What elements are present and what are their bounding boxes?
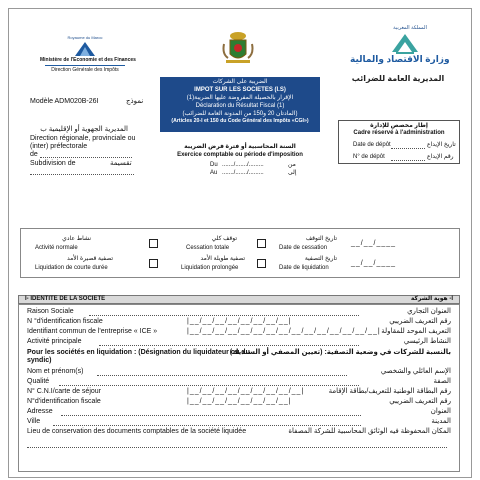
activite-principale-field[interactable] bbox=[99, 345, 359, 346]
liq-qualite-ar: الصفة bbox=[433, 378, 451, 385]
title-line5-ar: (المادتان 20 و150 من المدونة العامة للضرائب) bbox=[182, 111, 298, 117]
liq-cni-digits[interactable]: |__/__/__/__/__/__/__/__/__| bbox=[187, 388, 305, 395]
ice-ar: التعريف الموحد للمقاولة bbox=[381, 328, 451, 335]
liq-adresse-ar: العنوان bbox=[430, 408, 451, 415]
liq-if-ar: رقم التعريف الضريبي bbox=[389, 398, 451, 405]
form-title-box bbox=[160, 77, 320, 132]
activity-date-liq-field[interactable]: __/__/____ bbox=[351, 260, 397, 267]
subdivision-field[interactable] bbox=[30, 174, 134, 175]
subdivision-label-fr: Subdivision de bbox=[30, 160, 76, 167]
exercice-au-ar: إلى bbox=[288, 170, 297, 176]
liq-ville-ar: المدينة bbox=[431, 418, 451, 425]
liq-if-digits[interactable]: |__/__/__/__/__/__/__/__| bbox=[187, 398, 292, 405]
admin-box bbox=[338, 120, 460, 164]
direction-line3-fr: (inter) préfectorale bbox=[30, 143, 88, 150]
liq-lieu-label: Lieu de conservation des documents comptables de la société liquidée bbox=[27, 428, 247, 435]
activity-cessation-ar: توقف كلي bbox=[211, 236, 237, 242]
liquidation-heading-ar: بالنسبة للشركات في وضعية التصفية: (تعيين المصفي أو السنديك) bbox=[229, 349, 451, 356]
raison-sociale-label: Raison Sociale bbox=[27, 308, 74, 315]
liq-nom-field[interactable] bbox=[97, 375, 347, 376]
liq-lieu-field[interactable] bbox=[27, 447, 447, 448]
raison-sociale-ar: العنوان التجاري bbox=[407, 308, 451, 315]
model-label-ar: نموذج bbox=[126, 98, 144, 105]
section-identite-title-fr: I- IDENTITE DE LA SOCIETE bbox=[25, 296, 106, 302]
right-logo-kingdom: المملكة المغربية bbox=[393, 25, 427, 31]
direction-line1-ar: المديرية الجهوية أو الإقليمية ب bbox=[40, 126, 128, 133]
activity-prolongee-ar: تصفية طويلة الأمد bbox=[200, 256, 245, 262]
direction-generale: Direction Générale des Impôts bbox=[51, 67, 119, 73]
activity-box bbox=[20, 228, 460, 278]
activity-cessation-fr: Cessation totale bbox=[186, 245, 230, 251]
liq-ville-field[interactable] bbox=[53, 425, 361, 426]
direction-field[interactable] bbox=[40, 157, 132, 158]
activity-date-liq-ar: تاريخ التصفية bbox=[304, 256, 337, 262]
title-line3-ar: الإقرار بالحصيلة المفروضة عليها الضريبة(1) bbox=[186, 95, 294, 101]
activite-principale-label: Activité principale bbox=[27, 338, 82, 345]
model-label: Modèle ADM020B-26I bbox=[30, 98, 99, 105]
activity-courte-checkbox[interactable] bbox=[149, 259, 158, 268]
coat-of-arms-icon bbox=[220, 30, 256, 66]
liq-nom-ar: الإسم العائلي والشخصي bbox=[380, 368, 451, 375]
section-identite-box bbox=[18, 304, 460, 472]
activity-courte-ar: تصفية قصيرة الأمد bbox=[66, 256, 113, 262]
activity-date-cess-field[interactable]: __/__/____ bbox=[351, 240, 397, 247]
liq-lieu-ar: المكان المحفوظة فيه الوثائق المحاسبية للشركة المصفاة bbox=[288, 428, 451, 435]
ice-label: Identifiant commun de l'entreprise « ICE » bbox=[27, 328, 158, 335]
admin-date-depot-field[interactable] bbox=[391, 148, 425, 149]
liq-qualite-label: Qualité bbox=[27, 378, 50, 385]
liquidation-heading-fr: Pour les sociétés en liquidation : (Désignation du liquidateur ou du syndic) bbox=[27, 349, 250, 365]
right-logo-ministry: وزارة الاقتصاد والمالية bbox=[350, 54, 450, 64]
exercice-du-label: Du bbox=[210, 162, 218, 168]
ministry-name: Ministère de l'Economie et des Finances bbox=[40, 57, 136, 63]
section-identite-bar bbox=[18, 295, 460, 304]
admin-date-depot-ar: تاريخ الإيداع bbox=[427, 142, 456, 148]
liq-cni-label: N° C.N.I/carte de séjour bbox=[27, 388, 101, 395]
ministry-emblem-icon bbox=[75, 42, 95, 56]
ice-digits[interactable]: |__/__/__/__/__/__/__/__/__/__/__/__/__/__/__| bbox=[187, 328, 381, 335]
if-ar: رقم التعريف الضريبي bbox=[389, 318, 451, 325]
section-identite-title-ar: I- هوية الشركة bbox=[410, 296, 453, 302]
if-digits[interactable]: |__/__/__/__/__/__/__/__| bbox=[187, 318, 292, 325]
ministry-logo-right bbox=[350, 25, 450, 116]
liq-nom-label: Nom et prénom(s) bbox=[27, 368, 84, 375]
activity-date-liq-fr: Date de liquidation bbox=[279, 265, 329, 271]
title-line1-ar: الضريبة على الشركات bbox=[212, 79, 268, 85]
if-label: N °d'identification fiscale bbox=[27, 318, 103, 325]
activity-normale-checkbox[interactable] bbox=[149, 239, 158, 248]
right-logo-emblem-icon bbox=[392, 34, 418, 54]
admin-no-depot-ar: رقم الإيداع bbox=[427, 154, 454, 160]
liq-if-label: N°d'identification fiscale bbox=[27, 398, 101, 405]
activity-normale-fr: Activité normale bbox=[35, 245, 78, 251]
activity-date-cess-ar: تاريخ التوقف bbox=[305, 236, 337, 242]
direction-line4-fr: de bbox=[30, 151, 38, 158]
admin-box-title-fr: Cadre réservé à l'administration bbox=[353, 130, 445, 136]
raison-sociale-field[interactable] bbox=[89, 315, 359, 316]
direction-line2-fr: Direction régionale, provinciale ou bbox=[30, 135, 136, 142]
liq-cni-ar: رقم البطاقة الوطنية للتعريف/بطاقة الإقامة bbox=[328, 388, 451, 395]
exercice-au-date[interactable]: ......./......./......... bbox=[222, 170, 264, 176]
exercice-ar: السنة المحاسبية أو فترة فرض الضريبة bbox=[184, 144, 296, 150]
activite-principale-ar: النشاط الرئيسي bbox=[403, 338, 451, 345]
admin-no-depot-fr: N° de dépôt bbox=[353, 154, 385, 160]
liq-ville-label: Ville bbox=[27, 418, 41, 425]
ministry-logo-left bbox=[40, 35, 136, 86]
activity-date-cess-fr: Date de cessation bbox=[279, 245, 328, 251]
liq-qualite-field[interactable] bbox=[59, 385, 359, 386]
admin-no-depot-field[interactable] bbox=[391, 160, 425, 161]
activity-normale-ar: نشاط عادي bbox=[62, 236, 91, 242]
liq-adresse-field[interactable] bbox=[61, 415, 361, 416]
title-line6-fr: (Articles 20-I et 150 du Code Général des Impôts «CGI») bbox=[171, 118, 309, 124]
right-logo-dgi: المديرية العامة للضرائب bbox=[351, 74, 445, 83]
activity-prolongee-checkbox[interactable] bbox=[257, 259, 266, 268]
activity-cessation-checkbox[interactable] bbox=[257, 239, 266, 248]
activity-prolongee-fr: Liquidation prolongée bbox=[181, 265, 239, 271]
title-line2-fr: IMPOT SUR LES SOCIETES (I.S) bbox=[194, 87, 286, 93]
subdivision-label-ar: تقسيمة bbox=[110, 160, 132, 167]
admin-date-depot-fr: Date de dépôt bbox=[353, 142, 391, 148]
royaume-label: Royaume du Maroc bbox=[67, 35, 103, 40]
admin-box-title-ar: إطار مخصص للإدارة bbox=[370, 123, 428, 129]
activity-courte-fr: Liquidation de courte durée bbox=[35, 265, 108, 271]
exercice-au-label: Au bbox=[210, 170, 218, 176]
title-line4-fr: Déclaration du Résultat Fiscal (1) bbox=[195, 103, 285, 109]
exercice-fr: Exercice comptable ou période d'imposition bbox=[177, 152, 303, 158]
liq-adresse-label: Adresse bbox=[27, 408, 53, 415]
exercice-du-date[interactable]: ......./......./......... bbox=[222, 162, 264, 168]
exercice-du-ar: من bbox=[288, 162, 296, 168]
